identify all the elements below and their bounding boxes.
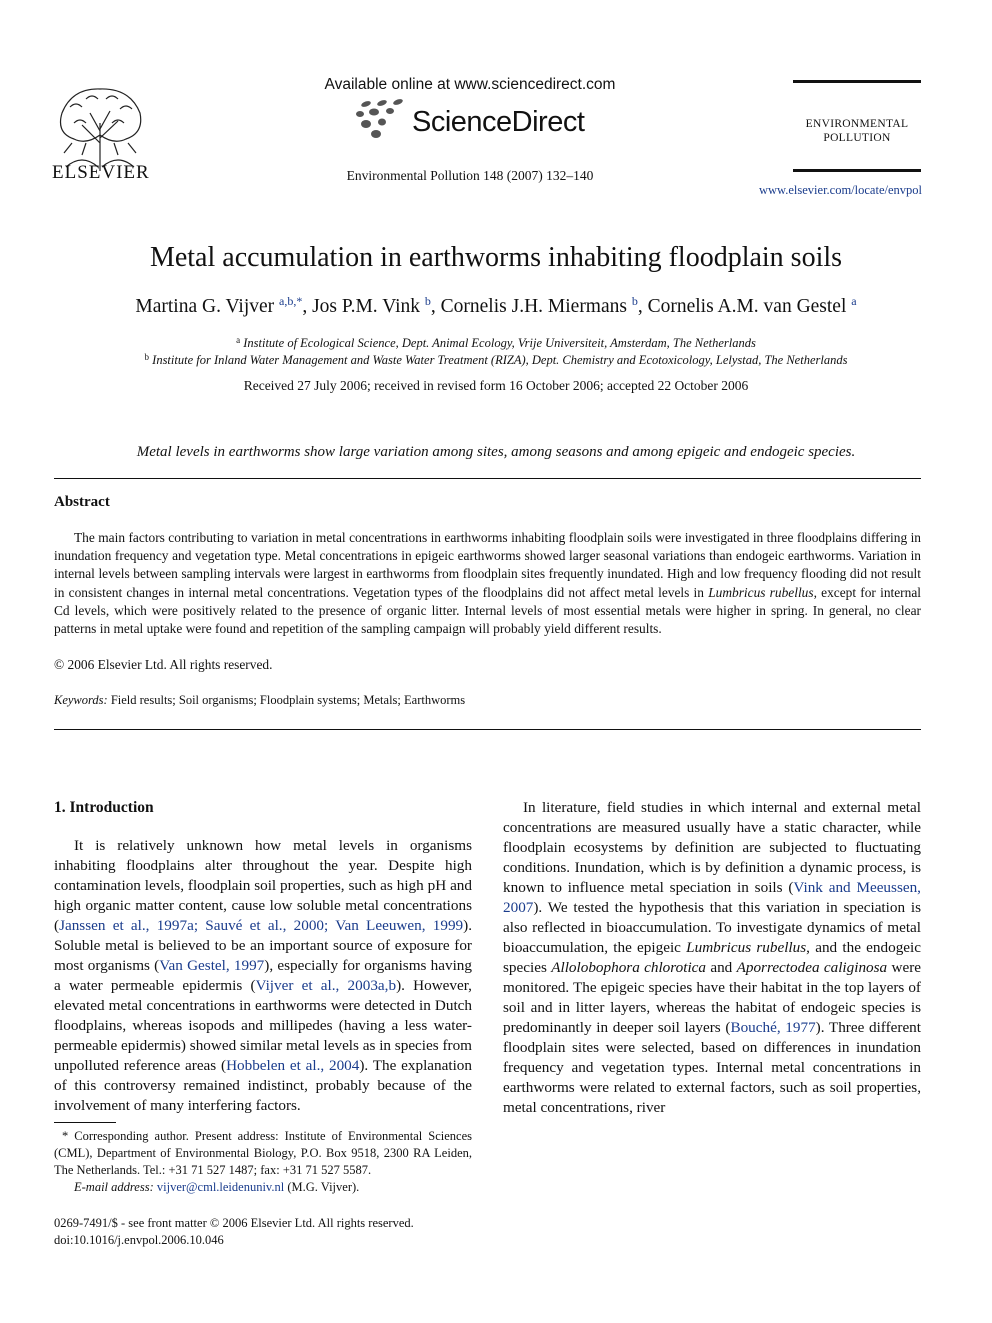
body-text: ). However, elevated metal concentrations in earthworms were detected in Dutch floodplains, whereas isopods and millipedes (having a less water-permeable epidermis) showed similar metal levels as in species from unpolluted reference areas ( bbox=[54, 977, 472, 1074]
abstract-copyright: © 2006 Elsevier Ltd. All rights reserved. bbox=[54, 657, 273, 672]
affiliation-text: Institute for Inland Water Management and Waste Water Treatment (RIZA), Dept. Chemistry and Ecotoxicology, Lelystad, The Netherlands bbox=[152, 353, 848, 367]
author-affiliation-mark[interactable]: a bbox=[851, 294, 857, 308]
citation-link[interactable]: Van Gestel, 1997 bbox=[159, 957, 265, 974]
citation-link[interactable]: Janssen et al., 1997a; Sauvé et al., 2000; Van Leeuwen, 1999 bbox=[59, 917, 464, 934]
keywords-label: Keywords: bbox=[54, 693, 108, 707]
citation-link[interactable]: Vink and Meeussen, 2007 bbox=[503, 879, 921, 916]
keywords-list: Field results; Soil organisms; Floodplain systems; Metals; Earthworms bbox=[107, 693, 466, 707]
journal-name-line1: ENVIRONMENTAL bbox=[805, 118, 909, 130]
species-name: Aporrectodea caliginosa bbox=[736, 959, 888, 976]
sciencedirect-logo-text: ScienceDirect bbox=[412, 106, 585, 138]
journal-name-block bbox=[793, 80, 921, 172]
body-text: and bbox=[706, 959, 737, 976]
abstract-text: The main factors contributing to variation in metal concentrations in earthworms inhabiting floodplain soils were investigated in three floodplains differing in inundation frequency and vegetation type. Metal concentrations in epigeic earthworms showed larger seasonal variations than endogeic earthworms. Variation in internal levels between sampling intervals were largest in earthworms from floodplain sites frequently inundated. High and low frequency flooding did not result in consistent changes in internal metal concentrations. Vegetation types of the floodplains did not affect metal levels in bbox=[54, 530, 921, 600]
affiliation-text: Institute of Ecological Science, Dept. Animal Ecology, Vrije Universiteit, Amsterdam, The Netherlands bbox=[243, 336, 756, 350]
corresponding-author-note: * Corresponding author. Present address: Institute of Environmental Sciences (CML), Department of Environmental Biology, P.O. Box 9518, 2300 RA Leiden, The Netherlands. Tel.: +31 71 527 1487; fax: +31 71 527 5587. bbox=[54, 1129, 472, 1177]
body-text: ). We tested the hypothesis that this variation in speciation is also reflected in bioaccumulation. To investigate dynamics of metal bioaccumulation, the epigeic bbox=[503, 899, 921, 956]
introduction-heading: 1. Introduction bbox=[54, 799, 154, 816]
author-separator: , bbox=[430, 296, 441, 317]
species-name: Lumbricus rubellus bbox=[686, 939, 807, 956]
author-affiliation-mark[interactable]: b bbox=[631, 294, 638, 308]
doi-line[interactable]: doi:10.1016/j.envpol.2006.10.046 bbox=[54, 1233, 224, 1247]
front-matter-info bbox=[54, 1215, 414, 1249]
abstract-body bbox=[54, 529, 921, 638]
keywords bbox=[54, 693, 465, 708]
author-affiliation-mark[interactable]: a,b,* bbox=[279, 294, 303, 308]
email-line bbox=[54, 1179, 472, 1196]
author-name: Martina G. Vijver bbox=[135, 296, 275, 317]
body-column-right bbox=[503, 798, 921, 1118]
affiliation-a bbox=[40, 335, 952, 351]
author-name: Cornelis A.M. van Gestel bbox=[647, 296, 847, 317]
species-name: Allolobophora chlorotica bbox=[551, 959, 706, 976]
journal-name-rule-top bbox=[793, 80, 921, 83]
body-text: ). Soluble metal is believed to be an important source of exposure for most organisms ( bbox=[54, 917, 472, 974]
email-suffix: (M.G. Vijver). bbox=[284, 1180, 360, 1194]
intro-paragraph-1 bbox=[54, 836, 472, 1116]
section-divider bbox=[54, 478, 921, 479]
article-highlight: Metal levels in earthworms show large variation among sites, among seasons and among epigeic and endogeic species. bbox=[136, 444, 856, 460]
body-text: ). Three different floodplain sites were selected, based on differences in inundation frequency and vegetation types. Internal metal concentrations in earthworms were related to external factors, such as soil properties, metal concentrations, river bbox=[503, 1019, 921, 1116]
author-name: Jos P.M. Vink bbox=[312, 296, 421, 317]
body-column-left bbox=[54, 836, 472, 1116]
journal-name-line2: POLLUTION bbox=[823, 132, 891, 144]
body-text: were monitored. The epigeic species have their habitat in the top layers of soil and in litter layers, whereas the habitat of endogeic species is predominantly in deeper soil layers ( bbox=[503, 959, 921, 1036]
abstract-text: , except for internal Cd levels, which were positively related to the presence of organic litter. Internal levels of most essential metals were higher in spring. In general, no clear patterns in metal uptake were found and repetition of the sampling campaign will probably yield different results. bbox=[54, 584, 921, 637]
abstract-species-name: Lumbricus rubellus bbox=[708, 584, 814, 600]
email-link[interactable]: vijver@cml.leidenuniv.nl bbox=[156, 1180, 285, 1194]
author-affiliation-mark[interactable]: b bbox=[424, 294, 431, 308]
body-text: ). The explanation of this controversy remained indistinct, probably because of the involvement of many interfering factors. bbox=[54, 1057, 472, 1114]
affiliation-b bbox=[40, 352, 952, 368]
author-separator: , bbox=[637, 296, 648, 317]
journal-reference: Environmental Pollution 148 (2007) 132–140 bbox=[346, 168, 594, 183]
footnote bbox=[54, 1128, 472, 1196]
intro-paragraph-2 bbox=[503, 798, 921, 1118]
author-separator: , bbox=[302, 296, 313, 317]
email-label: E-mail address: bbox=[74, 1180, 154, 1194]
affiliation-mark: b bbox=[144, 352, 150, 362]
section-divider bbox=[54, 729, 921, 730]
author-name: Cornelis J.H. Miermans bbox=[440, 296, 627, 317]
footnote-rule bbox=[54, 1122, 116, 1123]
issn-line: 0269-7491/$ - see front matter © 2006 Elsevier Ltd. All rights reserved. bbox=[54, 1216, 414, 1230]
journal-name-rule-bottom bbox=[793, 169, 921, 172]
available-online-text[interactable]: Available online at www.sciencedirect.com bbox=[324, 76, 616, 93]
citation-link[interactable]: Hobbelen et al., 2004 bbox=[226, 1057, 360, 1074]
author-list bbox=[40, 294, 952, 318]
publisher-logo-text: ELSEVIER bbox=[52, 162, 150, 183]
journal-url-link[interactable]: www.elsevier.com/locate/envpol bbox=[758, 183, 922, 197]
article-title: Metal accumulation in earthworms inhabiting floodplain soils bbox=[149, 242, 843, 273]
citation-link[interactable]: Bouché, 1977 bbox=[730, 1019, 816, 1036]
body-text: ), especially for organisms having a water permeable epidermis ( bbox=[54, 957, 472, 994]
body-text: It is relatively unknown how metal levels in organisms inhabiting floodplains alter throughout the year. Despite high contamination levels, floodplain soil properties, such as high pH and high organic matter content, cause low soluble metal concentrations ( bbox=[54, 837, 472, 934]
abstract-heading: Abstract bbox=[54, 494, 110, 510]
body-text: In literature, field studies in which internal and external metal concentrations are measured usually have a static character, while floodplain ecosystems by definition are subjected to fluctuating conditions. Inundation, which is by definition a dynamic process, is known to influence metal speciation in soils ( bbox=[503, 799, 921, 896]
body-text: , and the endogeic species bbox=[503, 939, 921, 976]
affiliation-mark: a bbox=[236, 335, 241, 345]
citation-link[interactable]: Vijver et al., 2003a,b bbox=[255, 977, 397, 994]
received-dates: Received 27 July 2006; received in revised form 16 October 2006; accepted 22 October 2006 bbox=[243, 378, 749, 393]
